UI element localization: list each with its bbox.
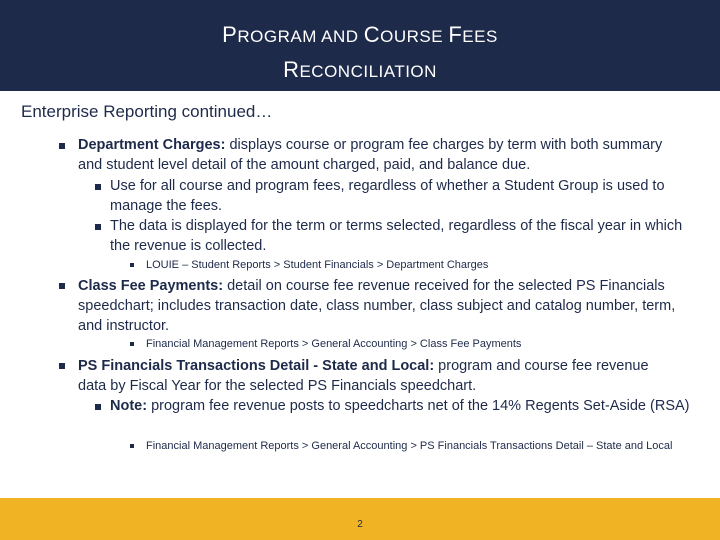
sub-bullet: Use for all course and program fees, regardless of whether a Student Group is used to manage the fees. [110, 178, 665, 214]
bullet-icon [95, 404, 101, 410]
bullet-label: Class Fee Payments: [78, 278, 224, 294]
title-text: EES [462, 27, 498, 46]
bullet-department-charges [78, 135, 678, 175]
bullet-icon [59, 143, 65, 149]
title-text: OURSE [380, 27, 449, 46]
report-path: Financial Management Reports > General Accounting > Class Fee Payments [146, 338, 522, 350]
bullet-icon [95, 184, 101, 190]
report-path: LOUIE – Student Reports > Student Financials > Department Charges [146, 259, 489, 271]
bullet-text: displays course or program fee charges by term with both summary and student level detail of the amount charged, paid, and balance due. [78, 137, 663, 173]
sub-bullet-note [110, 396, 708, 416]
title-banner [0, 0, 720, 91]
bullet-icon [130, 263, 134, 267]
bullet-icon [59, 283, 65, 289]
title-text: R [283, 57, 300, 82]
page-number: 2 [357, 519, 363, 530]
bullet-icon [95, 224, 101, 230]
title-text: ECONCILIATION [299, 62, 437, 81]
bullet-icon [130, 342, 134, 346]
title-text: P [222, 22, 238, 47]
bullet-icon [59, 363, 65, 369]
bullet-icon [130, 444, 134, 448]
report-path: Financial Management Reports > General Accounting > PS Financials Transactions Detail – State and Local [146, 440, 673, 452]
note-label: Note: [110, 398, 148, 414]
note-text: program fee revenue posts to speedcharts net of the 14% Regents Set-Aside (RSA) [147, 398, 690, 414]
bullet-text: program and course fee revenue data by Fiscal Year for the selected PS Financials speedchart. [78, 358, 649, 394]
bullet-text: detail on course fee revenue received for the selected PS Financials speedchart; includes transaction date, class number, class subject and catalog number, term, and instructor. [78, 278, 676, 334]
title-text: ROGRAM AND [237, 27, 364, 46]
bullet-label: Department Charges: [78, 137, 226, 153]
title-text: F [448, 22, 463, 47]
section-heading: Enterprise Reporting continued… [21, 102, 273, 121]
bullet-label: PS Financials Transactions Detail - State and Local: [78, 358, 435, 374]
bullet-class-fee-payments [78, 276, 678, 336]
sub-bullet: The data is displayed for the term or terms selected, regardless of the fiscal year in which the revenue is collected. [110, 218, 683, 254]
page-title-line-2 [0, 57, 720, 83]
bullet-ps-financials-transactions [78, 356, 678, 396]
page-title-line-1 [0, 22, 720, 48]
footer-bar [0, 498, 720, 540]
title-text: C [363, 22, 381, 47]
